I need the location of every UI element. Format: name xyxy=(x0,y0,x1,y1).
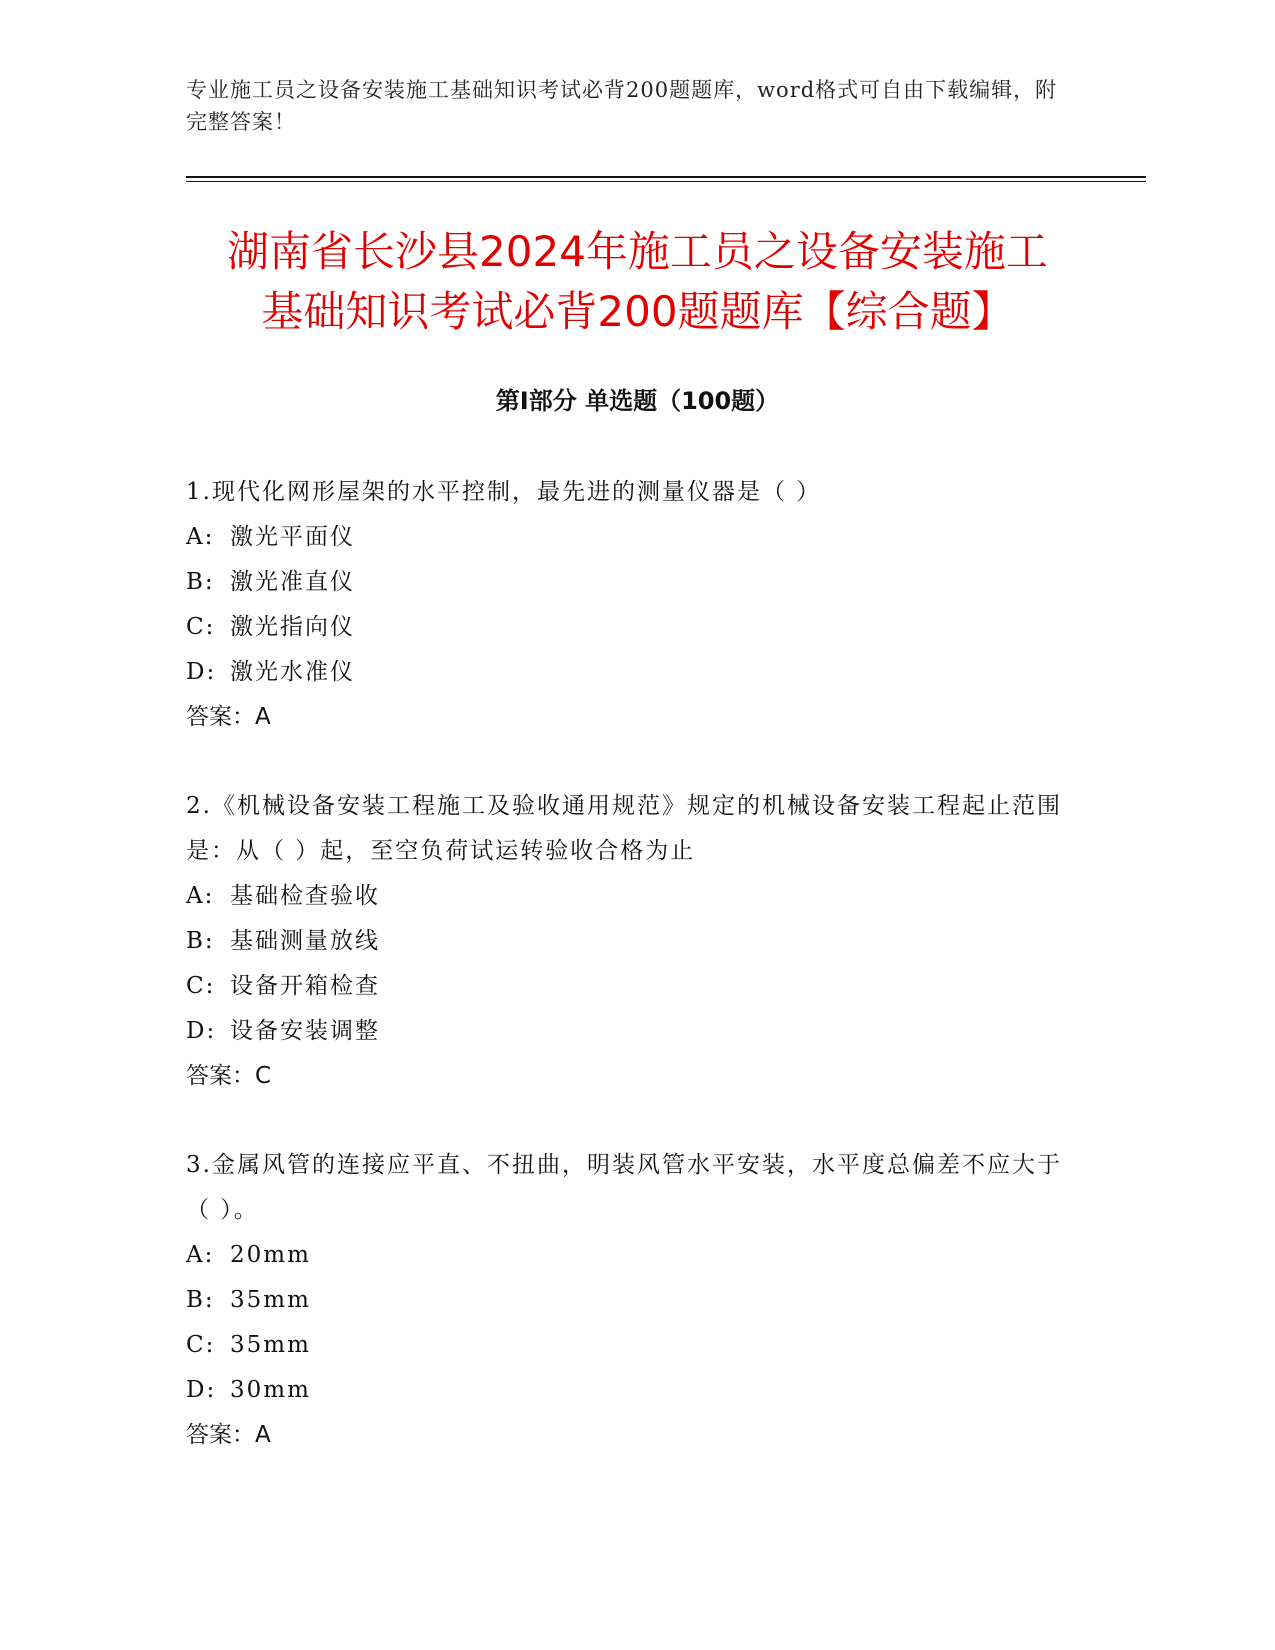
question-stem: 3.金属风管的连接应平直、不扭曲，明装风管水平安装，水平度总偏差不应大于（ ）。 xyxy=(186,1152,1062,1223)
question-2 xyxy=(186,784,1066,1099)
option-a xyxy=(186,1233,1066,1278)
header-divider-thin xyxy=(186,181,1146,182)
option-b xyxy=(186,1278,1066,1323)
option-c xyxy=(186,605,1066,650)
header-note: 专业施工员之设备安装施工基础知识考试必背200题题库，word格式可自由下载编辑，附完整答案！ xyxy=(186,78,1058,134)
option-label: D: xyxy=(186,1377,217,1403)
option-c xyxy=(186,1323,1066,1368)
option-label: A: xyxy=(186,883,215,909)
option-label: D: xyxy=(186,1018,217,1044)
option-text: 基础测量放线 xyxy=(230,928,380,954)
option-text: 设备开箱检查 xyxy=(230,973,380,999)
option-b xyxy=(186,560,1066,605)
option-text: 基础检查验收 xyxy=(230,883,380,909)
option-a xyxy=(186,515,1066,560)
option-label: A: xyxy=(186,524,215,550)
question-1 xyxy=(186,470,1066,740)
option-label: B: xyxy=(186,569,215,595)
option-text: 激光平面仪 xyxy=(230,524,355,550)
option-b xyxy=(186,919,1066,964)
option-label: C: xyxy=(186,614,216,640)
document-title-line-2: 基础知识考试必背200题题库【综合题】 xyxy=(261,287,1014,336)
option-label: A: xyxy=(186,1242,215,1268)
option-d xyxy=(186,1009,1066,1054)
option-text: 激光水准仪 xyxy=(230,659,355,685)
option-d xyxy=(186,650,1066,695)
option-text: 30mm xyxy=(230,1377,311,1403)
answer: 答案：A xyxy=(186,1422,271,1448)
option-label: B: xyxy=(186,928,215,954)
option-label: C: xyxy=(186,1332,216,1358)
question-3 xyxy=(186,1143,1066,1458)
option-text: 35mm xyxy=(230,1287,311,1313)
document-title-line-1: 湖南省长沙县2024年施工员之设备安装施工 xyxy=(227,227,1048,276)
question-list xyxy=(186,470,1066,1502)
option-c xyxy=(186,964,1066,1009)
option-label: B: xyxy=(186,1287,215,1313)
option-d xyxy=(186,1368,1066,1413)
question-stem: 2.《机械设备安装工程施工及验收通用规范》规定的机械设备安装工程起止范围是：从（ ）起，至空负荷试运转验收合格为止 xyxy=(186,793,1062,864)
option-text: 设备安装调整 xyxy=(230,1018,380,1044)
answer: 答案：A xyxy=(186,704,271,730)
option-label: D: xyxy=(186,659,217,685)
document-title xyxy=(150,222,1125,342)
question-stem: 1.现代化网形屋架的水平控制，最先进的测量仪器是（ ） xyxy=(186,479,822,505)
answer: 答案：C xyxy=(186,1063,272,1089)
section-heading: 第I部分 单选题（100题） xyxy=(495,387,780,415)
option-text: 20mm xyxy=(230,1242,311,1268)
option-label: C: xyxy=(186,973,216,999)
option-text: 激光准直仪 xyxy=(230,569,355,595)
option-a xyxy=(186,874,1066,919)
option-text: 35mm xyxy=(230,1332,311,1358)
option-text: 激光指向仪 xyxy=(230,614,355,640)
header-divider-thick xyxy=(186,176,1146,178)
